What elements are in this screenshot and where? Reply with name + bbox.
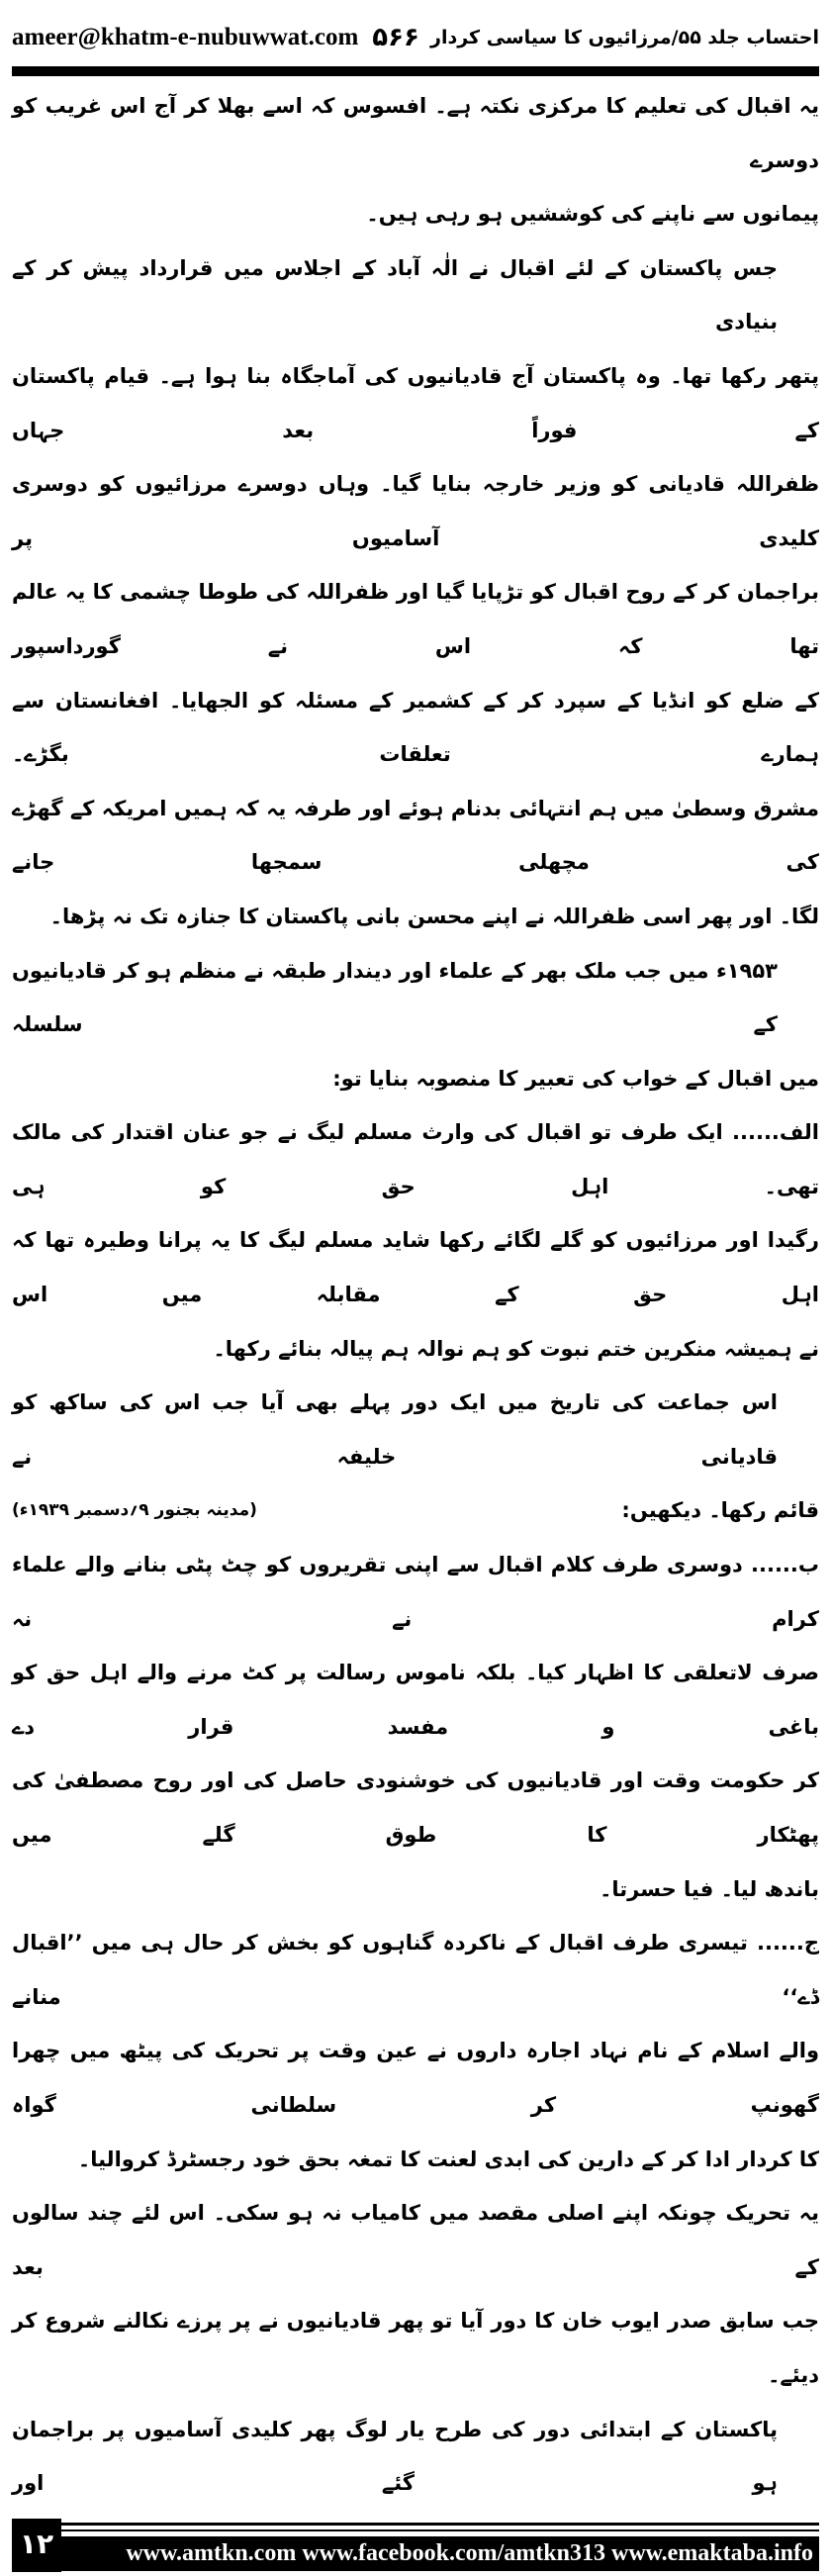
text-line: ظفراللہ قادیانی کو وزیر خارجہ بنایا گیا۔ وہاں دوسرے مرزائیوں کو دوسری کلیدی آسامیوں پر	[12, 472, 819, 550]
text-line: کے ضلع کو انڈیا کے سپرد کر کے کشمیر کے مسئلہ کو الجھایا۔ افغانستان سے ہمارے تعلقات بگڑے۔	[12, 688, 819, 767]
header-rule	[12, 66, 819, 76]
header-book-title: احتساب جلد ۵۵/مرزائیوں کا سیاسی کردار	[430, 27, 819, 48]
footer-links: www.amtkn.com www.facebook.com/amtkn313 www.emaktaba.info	[61, 2536, 819, 2571]
text-line: اس جماعت کی تاریخ میں ایک دور پہلے بھی آیا جب اس کی ساکھ کو قادیانی خلیفہ نے	[12, 1390, 778, 1469]
footer-page-number: ۱۲	[12, 2519, 61, 2572]
text-line-with-citation	[12, 1483, 819, 1538]
page-header	[12, 14, 819, 61]
text-line: پتھر رکھا تھا۔ وہ پاکستان آج قادیانیوں کی آماجگاہ بنا ہوا ہے۔ قیام پاکستان کے فوراً بعد جہاں	[12, 363, 819, 442]
footer-rule	[61, 2523, 819, 2526]
page-body	[12, 79, 819, 2511]
text-line: باندھ لیا۔ فیا حسرتا۔	[600, 1876, 819, 1901]
text-line: صرف لاتعلقی کا اظہار کیا۔ بلکہ ناموس رسالت پر کٹ مرنے والے اہل حق کو باغی و مفسد قرار دے	[12, 1661, 819, 1739]
text-line: ب...... دوسری طرف کلام اقبال سے اپنی تقریروں کو چٹ پٹی بنانے والے علماء کرام نے نہ	[12, 1553, 819, 1631]
text-line: براجمان کر کے روح اقبال کو تڑپایا گیا اور ظفراللہ کی طوطا چشمی کا یہ عالم تھا کہ اس نے گورداسپور	[12, 580, 819, 658]
text-line: پیمانوں سے ناپنے کی کوششیں ہو رہی ہیں۔	[366, 202, 819, 227]
text-line: رگیدا اور مرزائیوں کو گلے لگائے رکھا شاید مسلم لیگ کا یہ پرانا وطیرہ تھا کہ اہل حق کے مقابلہ میں اس	[12, 1228, 819, 1307]
text-line: جس پاکستان کے لئے اقبال نے الٰہ آباد کے اجلاس میں قرارداد پیش کر کے بنیادی	[12, 255, 778, 334]
text-line: پاکستان کے ابتدائی دور کی طرح یار لوگ پھر کلیدی آسامیوں پر براجمان ہو گئے اور	[12, 2417, 778, 2496]
text-line: الف...... ایک طرف تو اقبال کی وارث مسلم لیگ نے جو عنان اقتدار کی مالک تھی۔ اہل حق کو ہی	[12, 1120, 819, 1198]
text-line: یہ اقبال کی تعلیم کا مرکزی نکتہ ہے۔ افسوس کہ اسے بھلا کر آج اس غریب کو دوسرے	[12, 94, 819, 172]
header-email: ameer@khatm-e-nubuwwat.com	[12, 24, 359, 50]
text-line: جب سابق صدر ایوب خان کا دور آیا تو پھر قادیانیوں نے پر پرزے نکالنے شروع کر دیئے۔	[12, 2309, 819, 2387]
citation: (مدینہ بجنور ۹؍دسمبر ۱۹۳۹ء)	[12, 1500, 257, 1521]
text-line: نے ہمیشہ منکرین ختم نبوت کو ہم نوالہ ہم پیالہ بنائے رکھا۔	[213, 1336, 819, 1361]
text-line: لگا۔ اور پھر اسی ظفراللہ نے اپنے محسن بانی پاکستان کا جنازہ تک نہ پڑھا۔	[49, 904, 819, 928]
text-line: ج...... تیسری طرف اقبال کے ناکردہ گناہوں کو بخش کر حال ہی میں ’’اقبال ڈے‘‘ منانے	[12, 1931, 819, 2009]
footer-rule	[61, 2529, 819, 2531]
text-line: یہ تحریک چونکہ اپنے اصلی مقصد میں کامیاب نہ ہو سکی۔ اس لئے چند سالوں کے بعد	[12, 2201, 819, 2279]
text-line: والے اسلام کے نام نہاد اجارہ داروں نے عین وقت پر تحریک کی پیٹھ میں چھرا گھونپ کر سلطانی گواہ	[12, 2039, 819, 2117]
text-line: کر حکومت وقت اور قادیانیوں کی خوشنودی حاصل کی اور روح مصطفیٰ کی پھٹکار کا طوق گلے میں	[12, 1768, 819, 1847]
text-line: کا کردار ادا کر کے دارین کی ابدی لعنت کا تمغہ بحق خود رجسٹرڈ کروالیا۔	[77, 2147, 819, 2171]
text-line: ۱۹۵۳ء میں جب ملک بھر کے علماء اور دیندار طبقہ نے منظم ہو کر قادیانیوں کے سلسلہ	[12, 958, 778, 1037]
text-line: مشرق وسطیٰ میں ہم انتہائی بدنام ہوئے اور طرفہ یہ کہ ہمیں امریکہ کے گھڑے کی مچھلی سمجھا جانے	[12, 796, 819, 875]
text-line: قائم رکھا۔ دیکھیں:	[621, 1498, 819, 1523]
header-page-number: ۵۶۶	[372, 23, 419, 52]
header-left-group	[12, 23, 419, 52]
text-line: میں اقبال کے خواب کی تعبیر کا منصوبہ بنایا تو:	[332, 1066, 819, 1091]
